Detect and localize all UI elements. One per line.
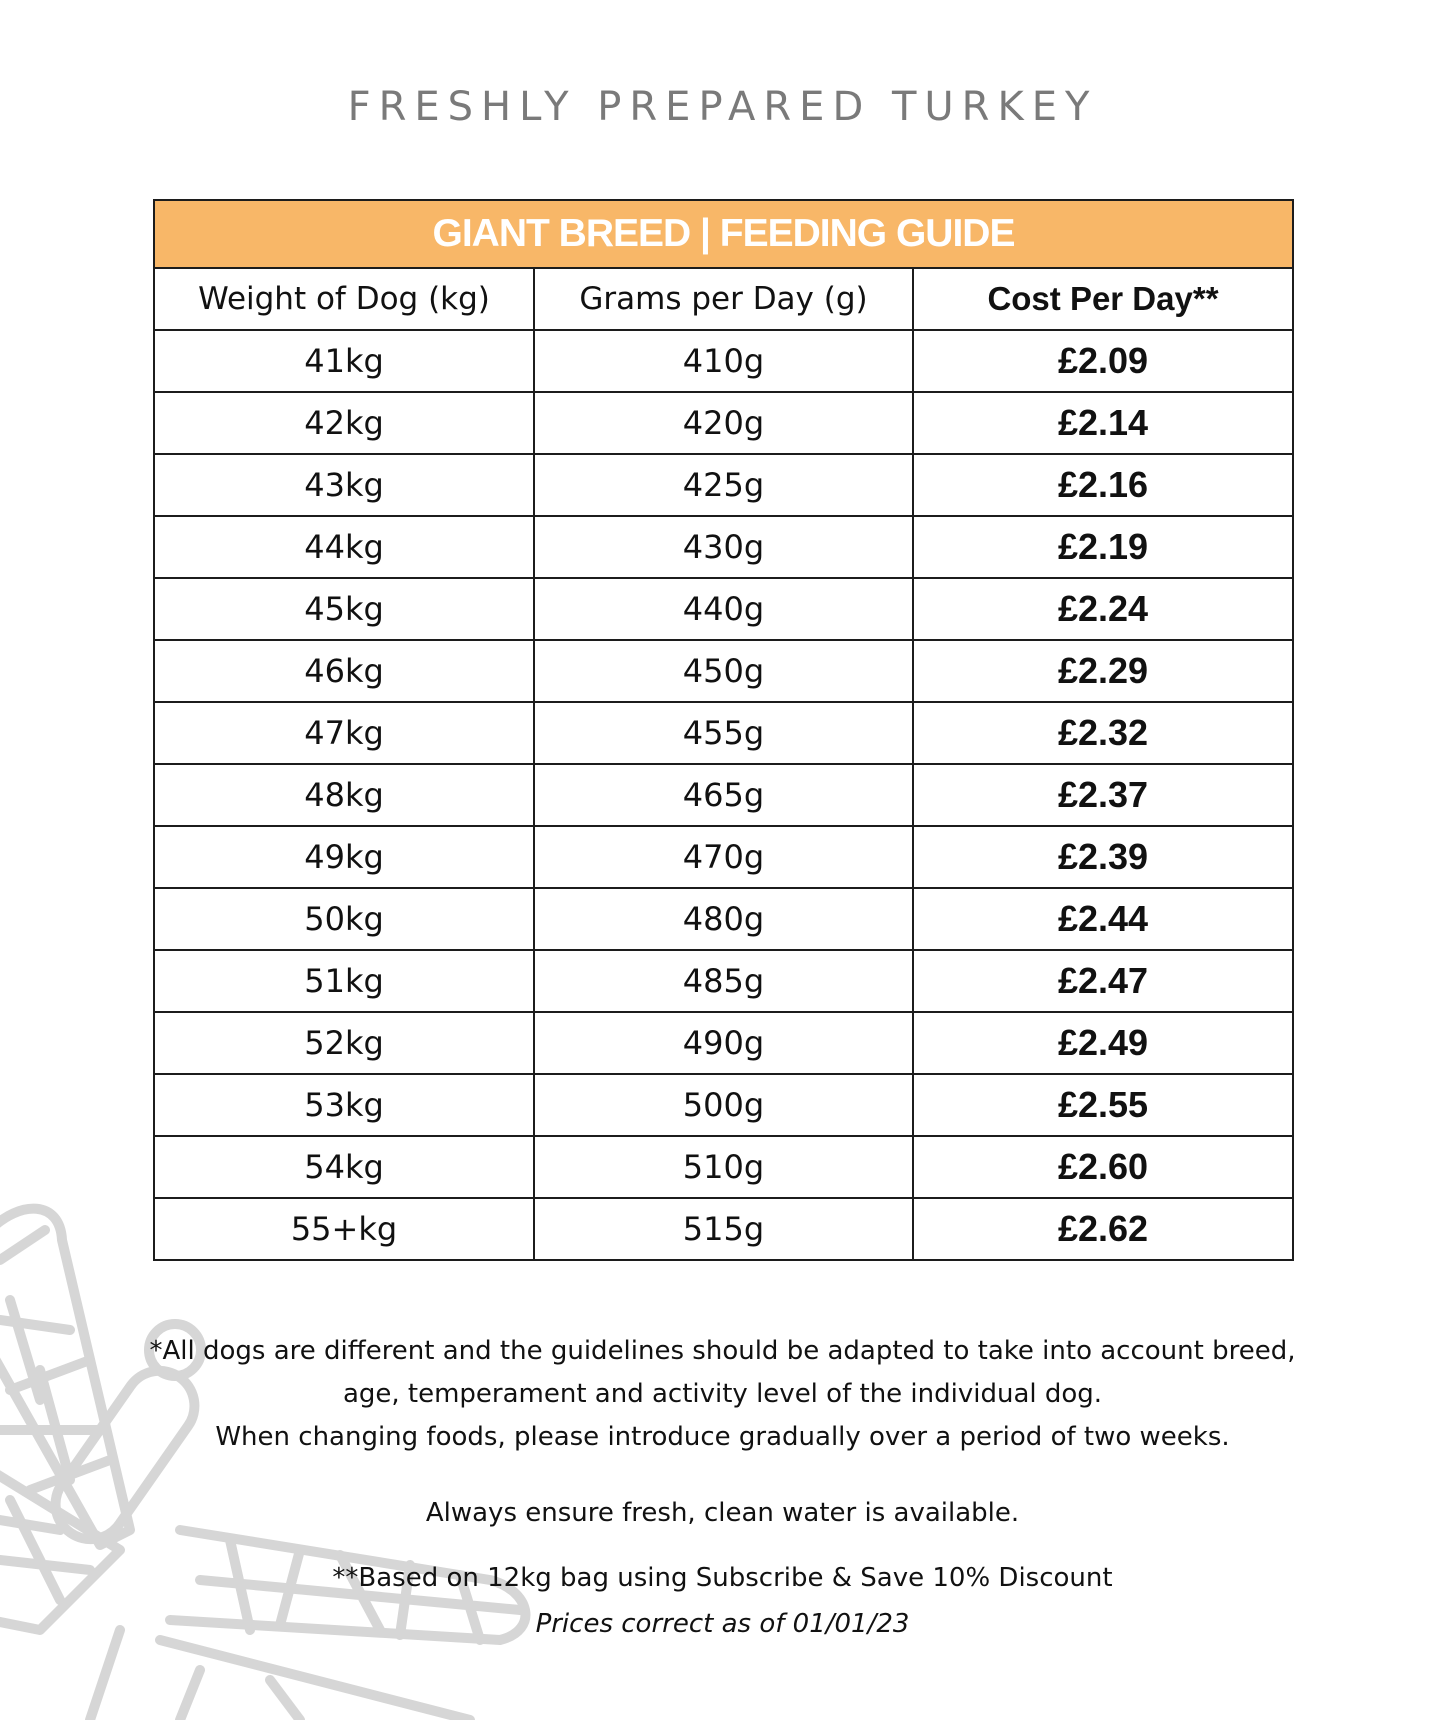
cost-cell: £2.44 — [913, 888, 1293, 950]
cost-cell: £2.14 — [913, 392, 1293, 454]
disclaimer-line: *All dogs are different and the guidelines should be adapted to take into account breed, — [149, 1336, 1296, 1366]
cost-cell: £2.19 — [913, 516, 1293, 578]
grams-cell: 480g — [534, 888, 913, 950]
water-note: Always ensure fresh, clean water is available. — [425, 1498, 1020, 1528]
header-cost: Cost Per Day** — [913, 268, 1293, 330]
pricing-basis-note: **Based on 12kg bag using Subscribe & Save 10% Discount — [332, 1563, 1113, 1593]
table-row — [154, 1198, 1293, 1260]
weight-cell: 45kg — [154, 578, 534, 640]
page-title: FRESHLY PREPARED TURKEY — [347, 84, 1098, 130]
cost-cell: £2.29 — [913, 640, 1293, 702]
weight-cell: 49kg — [154, 826, 534, 888]
dragonfly-icon — [0, 1200, 560, 1720]
table-row — [154, 764, 1293, 826]
grams-cell: 455g — [534, 702, 913, 764]
grams-cell: 485g — [534, 950, 913, 1012]
disclaimer-line: age, temperament and activity level of the individual dog. — [342, 1379, 1103, 1409]
weight-cell: 42kg — [154, 392, 534, 454]
table-row — [154, 392, 1293, 454]
grams-cell: 440g — [534, 578, 913, 640]
cost-cell: £2.47 — [913, 950, 1293, 1012]
feeding-guide-table — [153, 199, 1294, 1261]
cost-cell: £2.49 — [913, 1012, 1293, 1074]
cost-cell: £2.62 — [913, 1198, 1293, 1260]
header-weight: Weight of Dog (kg) — [154, 268, 534, 330]
table-banner-row — [154, 200, 1293, 268]
weight-cell: 41kg — [154, 330, 534, 392]
table-row — [154, 330, 1293, 392]
cost-cell: £2.55 — [913, 1074, 1293, 1136]
weight-cell: 48kg — [154, 764, 534, 826]
table-row — [154, 702, 1293, 764]
prices-date-note: Prices correct as of 01/01/23 — [535, 1609, 910, 1639]
weight-cell: 51kg — [154, 950, 534, 1012]
table-row — [154, 826, 1293, 888]
weight-cell: 43kg — [154, 454, 534, 516]
grams-cell: 430g — [534, 516, 913, 578]
grams-cell: 420g — [534, 392, 913, 454]
weight-cell: 50kg — [154, 888, 534, 950]
table-banner: GIANT BREED | FEEDING GUIDE — [154, 200, 1293, 268]
grams-cell: 465g — [534, 764, 913, 826]
table-row — [154, 1012, 1293, 1074]
cost-cell: £2.37 — [913, 764, 1293, 826]
grams-cell: 510g — [534, 1136, 913, 1198]
grams-cell: 410g — [534, 330, 913, 392]
grams-cell: 515g — [534, 1198, 913, 1260]
table-row — [154, 640, 1293, 702]
feeding-disclaimer — [0, 1330, 1445, 1459]
grams-cell: 470g — [534, 826, 913, 888]
weight-cell: 55+kg — [154, 1198, 534, 1260]
grams-cell: 450g — [534, 640, 913, 702]
cost-cell: £2.09 — [913, 330, 1293, 392]
weight-cell: 53kg — [154, 1074, 534, 1136]
cost-cell: £2.39 — [913, 826, 1293, 888]
table-row — [154, 1074, 1293, 1136]
column-header-row — [154, 268, 1293, 330]
cost-cell: £2.24 — [913, 578, 1293, 640]
weight-cell: 47kg — [154, 702, 534, 764]
grams-cell: 500g — [534, 1074, 913, 1136]
header-grams: Grams per Day (g) — [534, 268, 913, 330]
table-row — [154, 1136, 1293, 1198]
table-row — [154, 578, 1293, 640]
disclaimer-line: When changing foods, please introduce gradually over a period of two weeks. — [215, 1422, 1230, 1452]
cost-cell: £2.32 — [913, 702, 1293, 764]
table-row — [154, 950, 1293, 1012]
table-row — [154, 888, 1293, 950]
grams-cell: 425g — [534, 454, 913, 516]
weight-cell: 44kg — [154, 516, 534, 578]
weight-cell: 46kg — [154, 640, 534, 702]
cost-cell: £2.16 — [913, 454, 1293, 516]
grams-cell: 490g — [534, 1012, 913, 1074]
weight-cell: 54kg — [154, 1136, 534, 1198]
cost-cell: £2.60 — [913, 1136, 1293, 1198]
weight-cell: 52kg — [154, 1012, 534, 1074]
table-row — [154, 454, 1293, 516]
table-row — [154, 516, 1293, 578]
